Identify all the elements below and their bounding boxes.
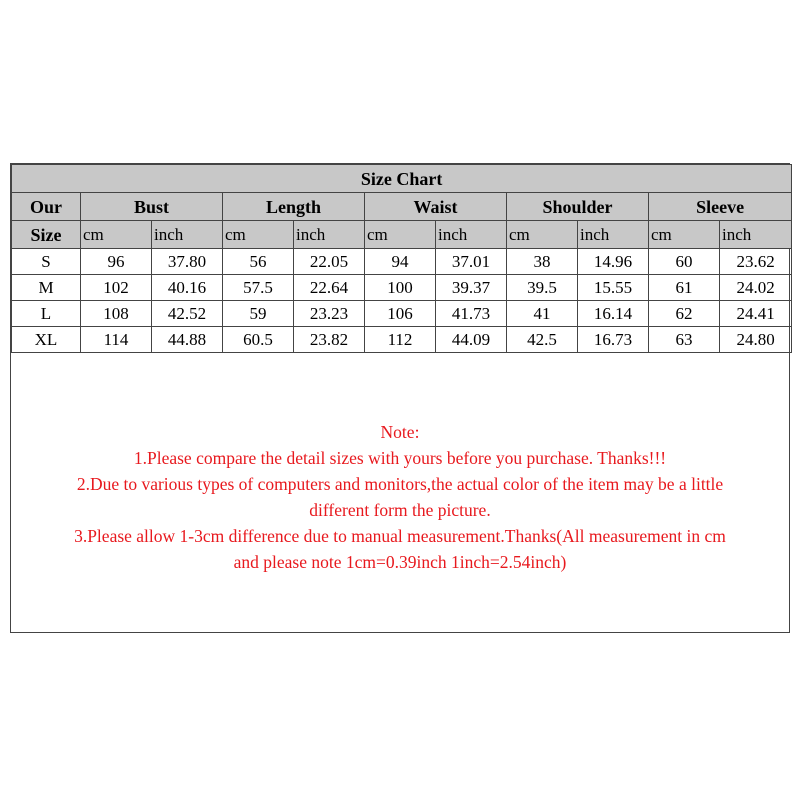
table-row — [12, 249, 792, 275]
note-line-3: different form the picture. — [309, 500, 491, 520]
value-cell: 44.88 — [152, 327, 223, 353]
value-cell: 56 — [223, 249, 294, 275]
unit-header: inch — [436, 221, 507, 249]
value-cell: 102 — [81, 275, 152, 301]
value-cell: 38 — [507, 249, 578, 275]
value-cell: 57.5 — [223, 275, 294, 301]
measure-header: Bust — [81, 193, 223, 221]
value-cell: 44.09 — [436, 327, 507, 353]
unit-header: cm — [365, 221, 436, 249]
size-table — [11, 164, 792, 353]
value-cell: 16.14 — [578, 301, 649, 327]
our-size-header-top: Our — [12, 193, 81, 221]
value-cell: 112 — [365, 327, 436, 353]
unit-header: inch — [294, 221, 365, 249]
note-line-1: 1.Please compare the detail sizes with yours before you purchase. Thanks!!! — [133, 448, 667, 468]
value-cell: 60 — [649, 249, 720, 275]
value-cell: 59 — [223, 301, 294, 327]
value-cell: 23.82 — [294, 327, 365, 353]
size-cell: M — [12, 275, 81, 301]
size-cell: L — [12, 301, 81, 327]
unit-header: cm — [507, 221, 578, 249]
value-cell: 22.64 — [294, 275, 365, 301]
value-cell: 24.80 — [720, 327, 792, 353]
value-cell: 100 — [365, 275, 436, 301]
size-cell: S — [12, 249, 81, 275]
value-cell: 96 — [81, 249, 152, 275]
chart-title: Size Chart — [12, 165, 792, 193]
value-cell: 60.5 — [223, 327, 294, 353]
value-cell: 16.73 — [578, 327, 649, 353]
value-cell: 40.16 — [152, 275, 223, 301]
value-cell: 106 — [365, 301, 436, 327]
notes-section — [11, 419, 789, 575]
note-line-5: and please note 1cm=0.39inch 1inch=2.54inch) — [233, 552, 567, 572]
value-cell: 62 — [649, 301, 720, 327]
value-cell: 39.5 — [507, 275, 578, 301]
table-row — [12, 275, 792, 301]
value-cell: 37.01 — [436, 249, 507, 275]
value-cell: 24.02 — [720, 275, 792, 301]
unit-header: cm — [649, 221, 720, 249]
value-cell: 41 — [507, 301, 578, 327]
note-line-2: 2.Due to various types of computers and monitors,the actual color of the item may be a little — [76, 474, 724, 494]
our-size-header-bottom: Size — [12, 221, 81, 249]
unit-header: inch — [152, 221, 223, 249]
unit-header: inch — [578, 221, 649, 249]
size-chart — [10, 163, 790, 633]
unit-header: inch — [720, 221, 792, 249]
unit-header: cm — [81, 221, 152, 249]
value-cell: 61 — [649, 275, 720, 301]
measure-header: Length — [223, 193, 365, 221]
value-cell: 15.55 — [578, 275, 649, 301]
value-cell: 14.96 — [578, 249, 649, 275]
table-row — [12, 327, 792, 353]
unit-header: cm — [223, 221, 294, 249]
value-cell: 63 — [649, 327, 720, 353]
value-cell: 94 — [365, 249, 436, 275]
value-cell: 24.41 — [720, 301, 792, 327]
value-cell: 39.37 — [436, 275, 507, 301]
note-line-4: 3.Please allow 1-3cm difference due to manual measurement.Thanks(All measurement in cm — [74, 526, 726, 546]
value-cell: 42.5 — [507, 327, 578, 353]
measure-header: Shoulder — [507, 193, 649, 221]
value-cell: 23.62 — [720, 249, 792, 275]
table-row — [12, 301, 792, 327]
value-cell: 23.23 — [294, 301, 365, 327]
value-cell: 22.05 — [294, 249, 365, 275]
value-cell: 37.80 — [152, 249, 223, 275]
value-cell: 114 — [81, 327, 152, 353]
notes-heading: Note: — [380, 422, 420, 442]
measure-header: Waist — [365, 193, 507, 221]
value-cell: 42.52 — [152, 301, 223, 327]
value-cell: 108 — [81, 301, 152, 327]
value-cell: 41.73 — [436, 301, 507, 327]
measure-header: Sleeve — [649, 193, 792, 221]
size-cell: XL — [12, 327, 81, 353]
